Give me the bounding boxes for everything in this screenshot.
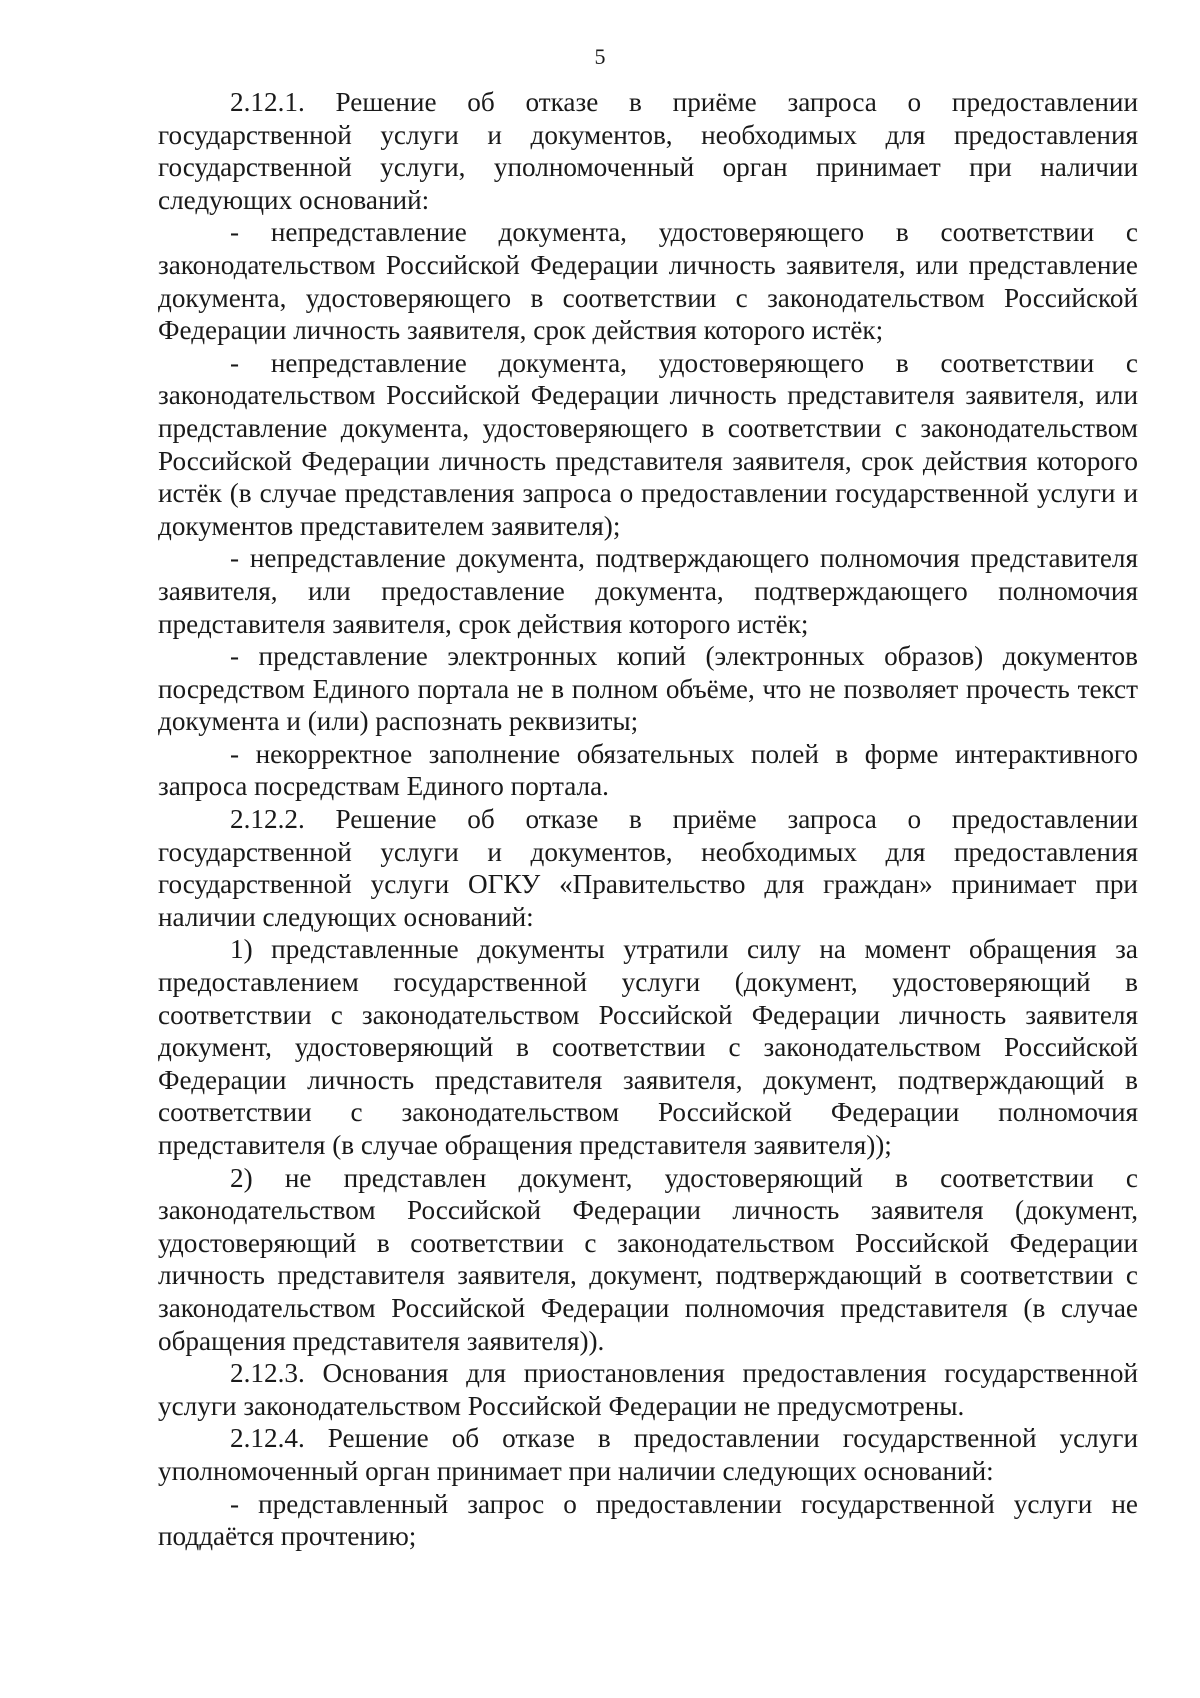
- paragraph-2-12-2: 2.12.2. Решение об отказе в приёме запроса о предоставлении государственной услуги и документов, необходимых для предоставления государственной услуги ОГКУ «Правительство для граждан» принимает при наличии следующих оснований:: [158, 804, 1138, 932]
- list-item-no-representative-id: - непредставление документа, удостоверяющего в соответствии с законодательством Российской Федерации личность представителя заявителя, или представление документа, удостоверяющего в соответствии с законодательством Российской Федерации личность представителя заявителя, срок действия которого истёк (в случае представления запроса о предоставлении государственной услуги и документов представителем заявителя);: [158, 347, 1138, 541]
- page-number: 5: [594, 44, 606, 69]
- list-item-document-not-presented: 2) не представлен документ, удостоверяющий в соответствии с законодательством Российской Федерации личность заявителя (документ, удостоверяющий в соответствии с законодательством Российской Федерации личность представителя заявителя, документ, подтверждающий в соответствии с законодательством Российской Федерации полномочия представителя (в случае обращения представителя заявителя)).: [158, 1162, 1138, 1356]
- paragraph-2-12-3: 2.12.3. Основания для приостановления предоставления государственной услуги законодательством Российской Федерации не предусмотрены.: [158, 1358, 1138, 1421]
- paragraph-2-12-1: 2.12.1. Решение об отказе в приёме запроса о предоставлении государственной услуги и документов, необходимых для предоставления государственной услуги, уполномоченный орган принимает при наличии следующих оснований:: [158, 87, 1138, 215]
- document-body: [158, 86, 1138, 1553]
- list-item-incorrect-form-fields: - некорректное заполнение обязательных полей в форме интерактивного запроса посредствам Единого портала.: [158, 738, 1138, 802]
- list-item-documents-expired: 1) представленные документы утратили силу на момент обращения за предоставлением государственной услуги (документ, удостоверяющий в соответствии с законодательством Российской Федерации личность заявителя документ, удостоверяющий в соответствии с законодательством Российской Федерации личность представителя заявителя, документ, подтверждающий в соответствии с законодательством Российской Федерации полномочия представителя (в случае обращения представителя заявителя));: [158, 934, 1138, 1160]
- paragraph-2-12-4: 2.12.4. Решение об отказе в предоставлении государственной услуги уполномоченный орган принимает при наличии следующих оснований:: [158, 1423, 1138, 1486]
- list-item-incomplete-electronic-copies: - представление электронных копий (электронных образов) документов посредством Единого портала не в полном объёме, что не позволяет прочесть текст документа и (или) распознать реквизиты;: [158, 641, 1138, 737]
- list-item-no-applicant-id: - непредставление документа, удостоверяющего в соответствии с законодательством Российской Федерации личность заявителя, или представление документа, удостоверяющего в соответствии с законодательством Российской Федерации личность заявителя, срок действия которого истёк;: [158, 217, 1138, 346]
- list-item-request-unreadable: - представленный запрос о предоставлении государственной услуги не поддаётся прочтению;: [158, 1488, 1138, 1552]
- list-item-no-authority-document: - непредставление документа, подтверждающего полномочия представителя заявителя, или предоставление документа, подтверждающего полномочия представителя заявителя, срок действия которого истёк;: [158, 543, 1138, 639]
